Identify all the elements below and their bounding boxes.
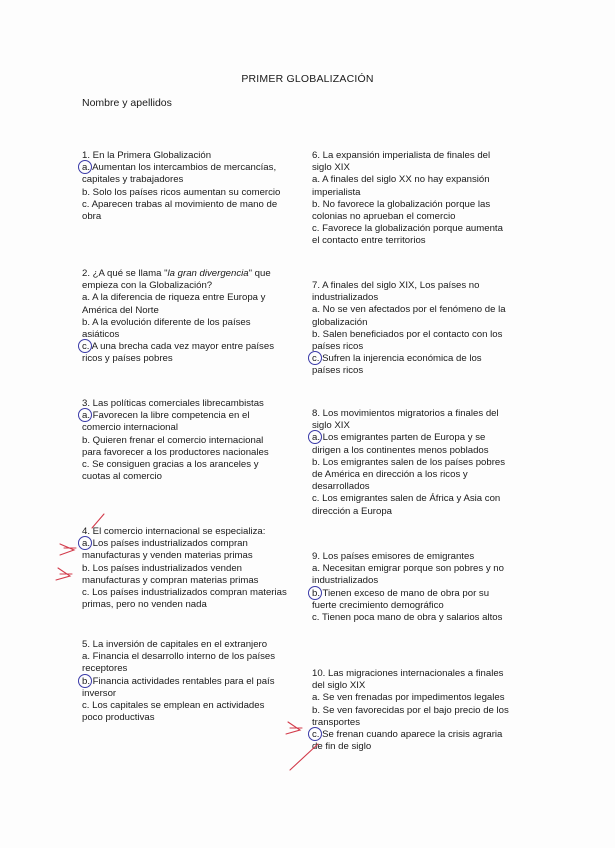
option-b[interactable]: b. Se ven favorecidas por el bajo precio de los transportes [312, 704, 509, 728]
question-6 [312, 150, 512, 248]
question-stem: 4. El comercio internacional se especializa: [82, 526, 266, 537]
question-stem: 2. ¿A qué se llama "la gran divergencia" que empieza con la Globalización? [82, 268, 271, 292]
option-a[interactable]: a. Los países industrializados compran manufacturas y venden materias primas [82, 538, 287, 562]
option-b[interactable]: b. Quieren frenar el comercio internacional para favorecer a los productores nacionales [82, 434, 269, 458]
option-b[interactable]: b. Salen beneficiados por el contacto con los países ricos [312, 328, 503, 353]
option-a[interactable]: a. Se ven frenadas por impedimentos legales [312, 692, 505, 704]
page-title: PRIMER GLOBALIZACIÓN [241, 73, 374, 85]
selected-circle-mark [308, 727, 322, 741]
option-c[interactable]: c. Se consiguen gracias a los aranceles y cuotas al comercio [82, 459, 259, 483]
option-b[interactable]: b. Financia actividades rentables para el país inversor [82, 676, 282, 700]
selected-circle-mark [78, 674, 92, 688]
question-5 [82, 639, 282, 724]
option-b[interactable]: b. Los países industrializados venden manufacturas y compran materias primas [82, 562, 259, 586]
question-9 [312, 551, 512, 624]
option-c[interactable]: c. Tienen poca mano de obra y salarios altos [312, 612, 503, 624]
question-1 [82, 150, 282, 223]
option-c[interactable]: c. Se frenan cuando aparece la crisis agraria de fin de siglo [312, 729, 512, 753]
option-a[interactable]: a. Favorecen la libre competencia en el comercio internacional [82, 410, 282, 434]
option-c[interactable]: c. Los países industrializados compran materias primas, pero no venden nada [82, 587, 287, 611]
option-a[interactable]: a. No se ven afectados por el fenómeno de la globalización [312, 304, 506, 328]
question-stem: 10. Las migraciones internacionales a finales del siglo XIX [312, 668, 504, 692]
question-4 [82, 526, 287, 611]
question-stem: 8. Los movimientos migratorios a finales del siglo XIX [312, 408, 499, 432]
option-a[interactable]: a. A finales del siglo XX no hay expansión imperialista [312, 174, 490, 198]
red-arrow-mark [286, 722, 302, 734]
name-label: Nombre y apellidos [82, 97, 172, 109]
red-arrow-mark [56, 568, 72, 580]
option-b[interactable]: b. Solo los países ricos aumentan su comercio [82, 186, 281, 198]
selected-circle-mark [308, 586, 322, 600]
question-stem: 5. La inversión de capitales en el extranjero [82, 639, 268, 650]
option-c[interactable]: c. Aparecen trabas al movimiento de mano de obra [82, 198, 278, 223]
option-a[interactable]: a. Aumentan los intercambios de mercancías, capitales y trabajadores [82, 162, 282, 186]
option-a[interactable]: a. A la diferencia de riqueza entre Europa y América del Norte [82, 292, 266, 316]
question-8 [312, 408, 512, 518]
option-b[interactable]: b. A la evolución diferente de los países asiáticos [82, 316, 251, 341]
option-c[interactable]: c. Sufren la injerencia económica de los países ricos [312, 353, 512, 377]
question-2 [82, 268, 282, 366]
question-3 [82, 398, 282, 483]
option-c[interactable]: c. Los emigrantes salen de África y Asia con dirección a Europa [312, 493, 501, 517]
question-7 [312, 280, 512, 378]
question-stem: 6. La expansión imperialista de finales del siglo XIX [312, 150, 491, 174]
option-b[interactable]: b. No favorece la globalización porque las colonias no aprueban el comercio [312, 198, 491, 223]
question-stem: 9. Los países emisores de emigrantes [312, 551, 475, 562]
option-b[interactable]: b. Los emigrantes salen de los países pobres de América en dirección a los ricos y desarrollados [312, 456, 506, 493]
question-stem: 3. Las políticas comerciales librecambistas [82, 398, 264, 409]
question-stem: 7. A finales del siglo XIX, Los países no industrializados [312, 280, 480, 304]
option-c[interactable]: c. A una brecha cada vez mayor entre países ricos y países pobres [82, 341, 282, 365]
option-c[interactable]: c. Los capitales se emplean en actividades poco productivas [82, 700, 265, 724]
option-c[interactable]: c. Favorece la globalización porque aumenta el contacto entre territorios [312, 223, 503, 247]
question-stem: 1. En la Primera Globalización [82, 150, 212, 161]
option-a[interactable]: a. Los emigrantes parten de Europa y se dirigen a los continentes menos poblados [312, 432, 512, 456]
question-10 [312, 668, 512, 753]
red-arrow-mark [60, 544, 76, 555]
option-b[interactable]: b. Tienen exceso de mano de obra por su fuerte crecimiento demográfico [312, 588, 512, 612]
option-a[interactable]: a. Necesitan emigrar porque son pobres y no industrializados [312, 563, 504, 587]
option-a[interactable]: a. Financia el desarrollo interno de los países receptores [82, 651, 276, 675]
